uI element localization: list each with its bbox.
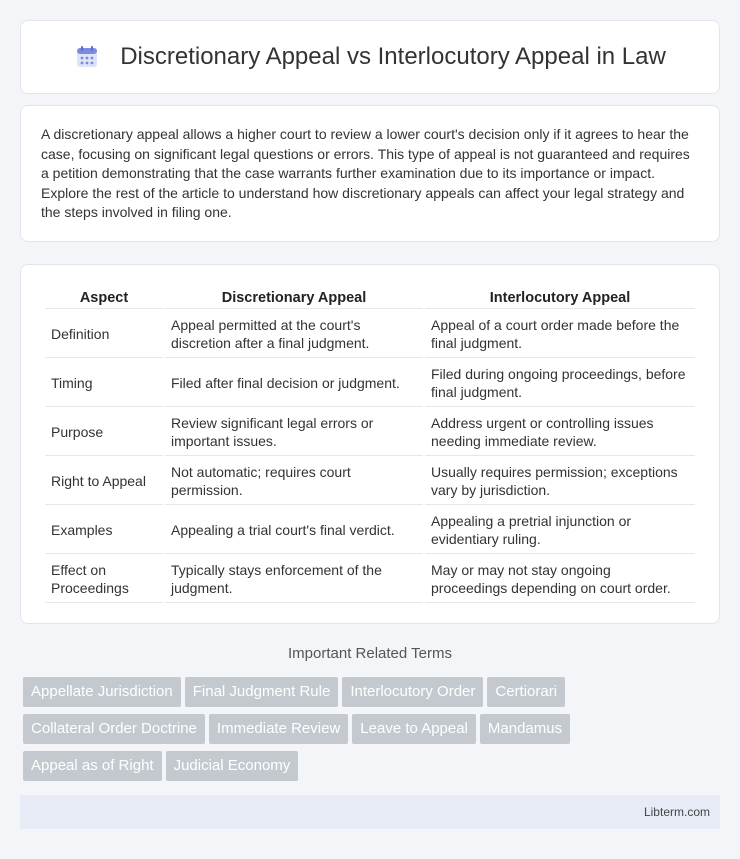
related-term-tag[interactable]: Final Judgment Rule [185, 677, 339, 707]
footer-site-link[interactable]: Libterm.com [643, 805, 710, 819]
title-card [20, 20, 720, 94]
related-term-tag[interactable]: Immediate Review [209, 714, 348, 744]
table-row [45, 507, 695, 554]
header-aspect: Aspect [45, 287, 163, 309]
table-row [45, 458, 695, 505]
related-term-tag[interactable]: Leave to Appeal [352, 714, 476, 744]
calendar-icon [74, 44, 100, 70]
row-interlocutory: May or may not stay ongoing proceedings depending on court order. [425, 556, 695, 603]
row-interlocutory: Usually requires permission; exceptions vary by jurisdiction. [425, 458, 695, 505]
comparison-table [43, 285, 697, 605]
row-interlocutory: Address urgent or controlling issues needing immediate review. [425, 409, 695, 456]
related-term-tag[interactable]: Judicial Economy [166, 751, 299, 781]
row-aspect: Examples [45, 507, 163, 554]
row-interlocutory: Appealing a pretrial injunction or evidentiary ruling. [425, 507, 695, 554]
row-interlocutory: Filed during ongoing proceedings, before final judgment. [425, 360, 695, 407]
related-term-tag[interactable]: Mandamus [480, 714, 570, 744]
related-term-tag[interactable]: Collateral Order Doctrine [23, 714, 205, 744]
row-discretionary: Not automatic; requires court permission. [165, 458, 423, 505]
page-title: Discretionary Appeal vs Interlocutory Appeal in Law [120, 43, 666, 70]
related-term-tag[interactable]: Interlocutory Order [342, 677, 483, 707]
row-discretionary: Appeal permitted at the court's discretion after a final judgment. [165, 311, 423, 358]
comparison-card [20, 264, 720, 624]
row-aspect: Timing [45, 360, 163, 407]
table-row [45, 311, 695, 358]
header-discretionary: Discretionary Appeal [165, 287, 423, 309]
row-aspect: Definition [45, 311, 163, 358]
related-term-tag[interactable]: Appeal as of Right [23, 751, 162, 781]
footer [20, 795, 720, 829]
row-discretionary: Review significant legal errors or important issues. [165, 409, 423, 456]
header-interlocutory: Interlocutory Appeal [425, 287, 695, 309]
table-row [45, 409, 695, 456]
table-row [45, 360, 695, 407]
related-term-tag[interactable]: Appellate Jurisdiction [23, 677, 181, 707]
intro-card [20, 105, 720, 242]
table-header-row [45, 287, 695, 309]
related-terms-list [23, 677, 723, 788]
row-interlocutory: Appeal of a court order made before the final judgment. [425, 311, 695, 358]
row-discretionary: Filed after final decision or judgment. [165, 360, 423, 407]
row-discretionary: Typically stays enforcement of the judgment. [165, 556, 423, 603]
row-aspect: Effect on Proceedings [45, 556, 163, 603]
related-terms-title: Important Related Terms [288, 645, 452, 662]
intro-text: A discretionary appeal allows a higher court to review a lower court's decision only if it agrees to hear the case, focusing on significant legal questions or errors. This type of appeal is not guaranteed and requires a petition demonstrating that the case warrants further examination due to its importance or impact. Explore the rest of the article to understand how discretionary appeals can affect your legal strategy and the steps involved in filing one. [41, 126, 690, 221]
table-row [45, 556, 695, 603]
row-aspect: Purpose [45, 409, 163, 456]
row-discretionary: Appealing a trial court's final verdict. [165, 507, 423, 554]
row-aspect: Right to Appeal [45, 458, 163, 505]
related-term-tag[interactable]: Certiorari [487, 677, 565, 707]
